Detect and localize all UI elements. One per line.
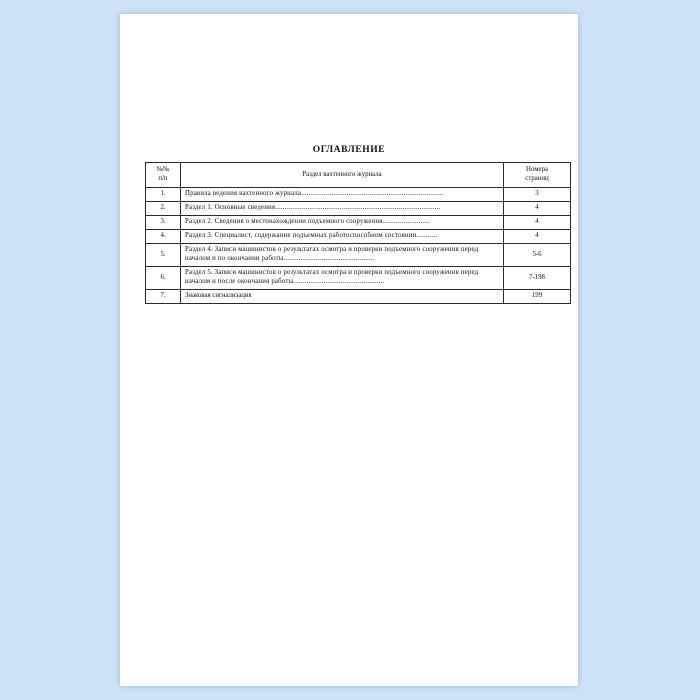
row-index: 1. bbox=[146, 188, 181, 202]
table-row bbox=[146, 216, 571, 230]
row-index: 7. bbox=[146, 290, 181, 304]
column-header-pages-line2: страниц bbox=[525, 175, 549, 182]
column-header-number-line1: №№ bbox=[156, 166, 170, 174]
row-section: Раздел 5. Записи машинистов о результатах осмотра и проверки подъемного сооружения перед началом и после окончания работы................................................ bbox=[181, 267, 504, 290]
row-pages: 4 bbox=[504, 230, 571, 244]
column-header-number bbox=[146, 163, 181, 188]
row-pages: 199 bbox=[504, 290, 571, 304]
page-title: ОГЛАВЛЕНИЕ bbox=[312, 145, 386, 155]
table-row bbox=[146, 290, 571, 304]
table-row bbox=[146, 230, 571, 244]
table-row bbox=[146, 202, 571, 216]
table-of-contents bbox=[145, 162, 571, 304]
row-section: Раздел 2. Сведения о местонахождении подъемного сооружения......................... bbox=[181, 216, 504, 230]
row-index: 6. bbox=[146, 267, 181, 290]
row-index: 3. bbox=[146, 216, 181, 230]
row-pages: 4 bbox=[504, 216, 571, 230]
table-row bbox=[146, 244, 571, 267]
row-index: 2. bbox=[146, 202, 181, 216]
row-pages: 7-198 bbox=[504, 267, 571, 290]
table-row bbox=[146, 267, 571, 290]
table-body bbox=[146, 188, 571, 304]
column-header-pages-line1: Номера bbox=[526, 166, 548, 174]
table-header bbox=[146, 163, 571, 188]
row-section: Раздел 3. Специалист, содержание подъемных работоспособном состоянии........... bbox=[181, 230, 504, 244]
row-index: 5. bbox=[146, 244, 181, 267]
row-pages: 3 bbox=[504, 188, 571, 202]
row-section: Правила ведения вахтенного журнала........................................................................... bbox=[181, 188, 504, 202]
row-section: Раздел 1. Основные сведения....................................................................................... bbox=[181, 202, 504, 216]
table-header-row bbox=[146, 163, 571, 188]
row-pages: 4 bbox=[504, 202, 571, 216]
row-pages: 5-6 bbox=[504, 244, 571, 267]
page-shadow bbox=[120, 14, 578, 686]
document-page bbox=[120, 14, 578, 686]
row-section: Раздел 4. Записи машинистов о результатах осмотра и проверки подъемного сооружения перед началом и по окончании работы................................................ bbox=[181, 244, 504, 267]
row-index: 4. bbox=[146, 230, 181, 244]
table-row bbox=[146, 188, 571, 202]
column-header-number-line2: п/п bbox=[158, 175, 168, 182]
row-section: Знаковая сигнализация bbox=[181, 290, 504, 304]
column-header-section: Раздел вахтенного журнала bbox=[181, 163, 504, 188]
column-header-pages bbox=[504, 163, 571, 188]
